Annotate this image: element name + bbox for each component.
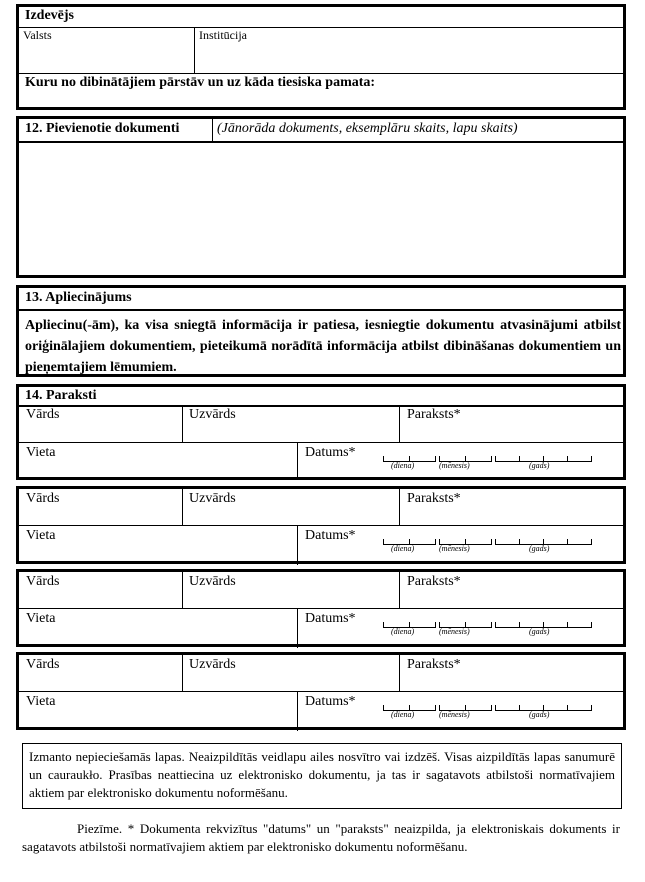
date-label: Datums* [305,445,356,460]
surname-label: Uzvārds [189,574,236,589]
signature-label: Paraksts* [407,574,461,589]
surname-label: Uzvārds [189,491,236,506]
institution-label: Institūcija [199,28,247,42]
founders-question: Kuru no dibinātājiem pārstāv un uz kāda tiesiska pamata: [25,75,376,90]
name-label: Vārds [26,657,60,672]
signature-label: Paraksts* [407,491,461,506]
place-label: Vieta [26,445,56,460]
date-label: Datums* [305,528,356,543]
date-field[interactable] [383,612,593,642]
day-label: (diena) [391,461,415,470]
place-label: Vieta [26,528,56,543]
section14-title: 14. Paraksti [25,388,97,403]
section13-title: 13. Apliecinājums [25,290,132,305]
confirmation-section [16,285,626,377]
name-label: Vārds [26,574,60,589]
confirmation-text: Apliecinu(-ām), ka visa sniegtā informācija ir patiesa, iesniegtie dokumentu atvasinājumi atbilst oriģinālajiem dokumentiem, pieteikumā norādītā informācija atbilst dibināšanas dokumentiem un pieņemtajiem lēmumiem. [25,318,621,375]
year-label: (gads) [529,544,550,553]
place-label: Vieta [26,611,56,626]
date-label: Datums* [305,611,356,626]
institution-field[interactable] [199,28,619,73]
publisher-header: Izdevējs [25,8,74,23]
name-label: Vārds [26,491,60,506]
country-label: Valsts [23,28,52,42]
attached-documents-input[interactable] [19,143,623,275]
day-label: (diena) [391,710,415,719]
month-label: (mēnesis) [439,461,470,470]
name-label: Vārds [26,407,60,422]
day-label: (diena) [391,544,415,553]
section12-title: 12. Pievienotie dokumenti [25,121,180,136]
date-field[interactable] [383,695,593,725]
month-label: (mēnesis) [439,544,470,553]
signature-block [19,489,623,561]
surname-label: Uzvārds [189,657,236,672]
section12-hint: (Jānorāda dokuments, eksemplāru skaits, lapu skaits) [217,121,518,136]
place-label: Vieta [26,694,56,709]
date-field[interactable] [383,529,593,559]
signatures-section [16,384,626,480]
year-label: (gads) [529,461,550,470]
signature-block [19,572,623,644]
footnote: Piezīme. * Dokumenta rekvizītus "datums" un "paraksts" neaizpilda, ja elektroniskais dokuments ir sagatavots atbilstoši normatīvajiem aktiem par elektronisko dokumentu noformēšanu. [22,821,620,854]
signatures-section-4 [16,652,626,730]
attached-documents-section [16,116,626,278]
year-label: (gads) [529,710,550,719]
year-label: (gads) [529,627,550,636]
date-field[interactable] [383,446,593,476]
signature-block [19,406,623,477]
month-label: (mēnesis) [439,627,470,636]
date-label: Datums* [305,694,356,709]
surname-label: Uzvārds [189,407,236,422]
signatures-section-2 [16,486,626,564]
day-label: (diena) [391,627,415,636]
signature-label: Paraksts* [407,657,461,672]
signature-label: Paraksts* [407,407,461,422]
country-field[interactable] [23,28,193,73]
instructions-box [22,743,622,809]
signatures-section-3 [16,569,626,647]
publisher-section [16,4,626,110]
month-label: (mēnesis) [439,710,470,719]
signature-block [19,655,623,727]
instructions-text: Izmanto nepieciešamās lapas. Neaizpildītās veidlapu ailes nosvītro vai izdzēš. Visas aizpildītās lapas sanumurē un cauraukło. Prasības neattiecina uz elektronisko dokumentu, ja tas ir sagatavots atbilstoši normatīvajiem aktiem par elektronisko dokumentu noformēšanu. [29,749,615,800]
